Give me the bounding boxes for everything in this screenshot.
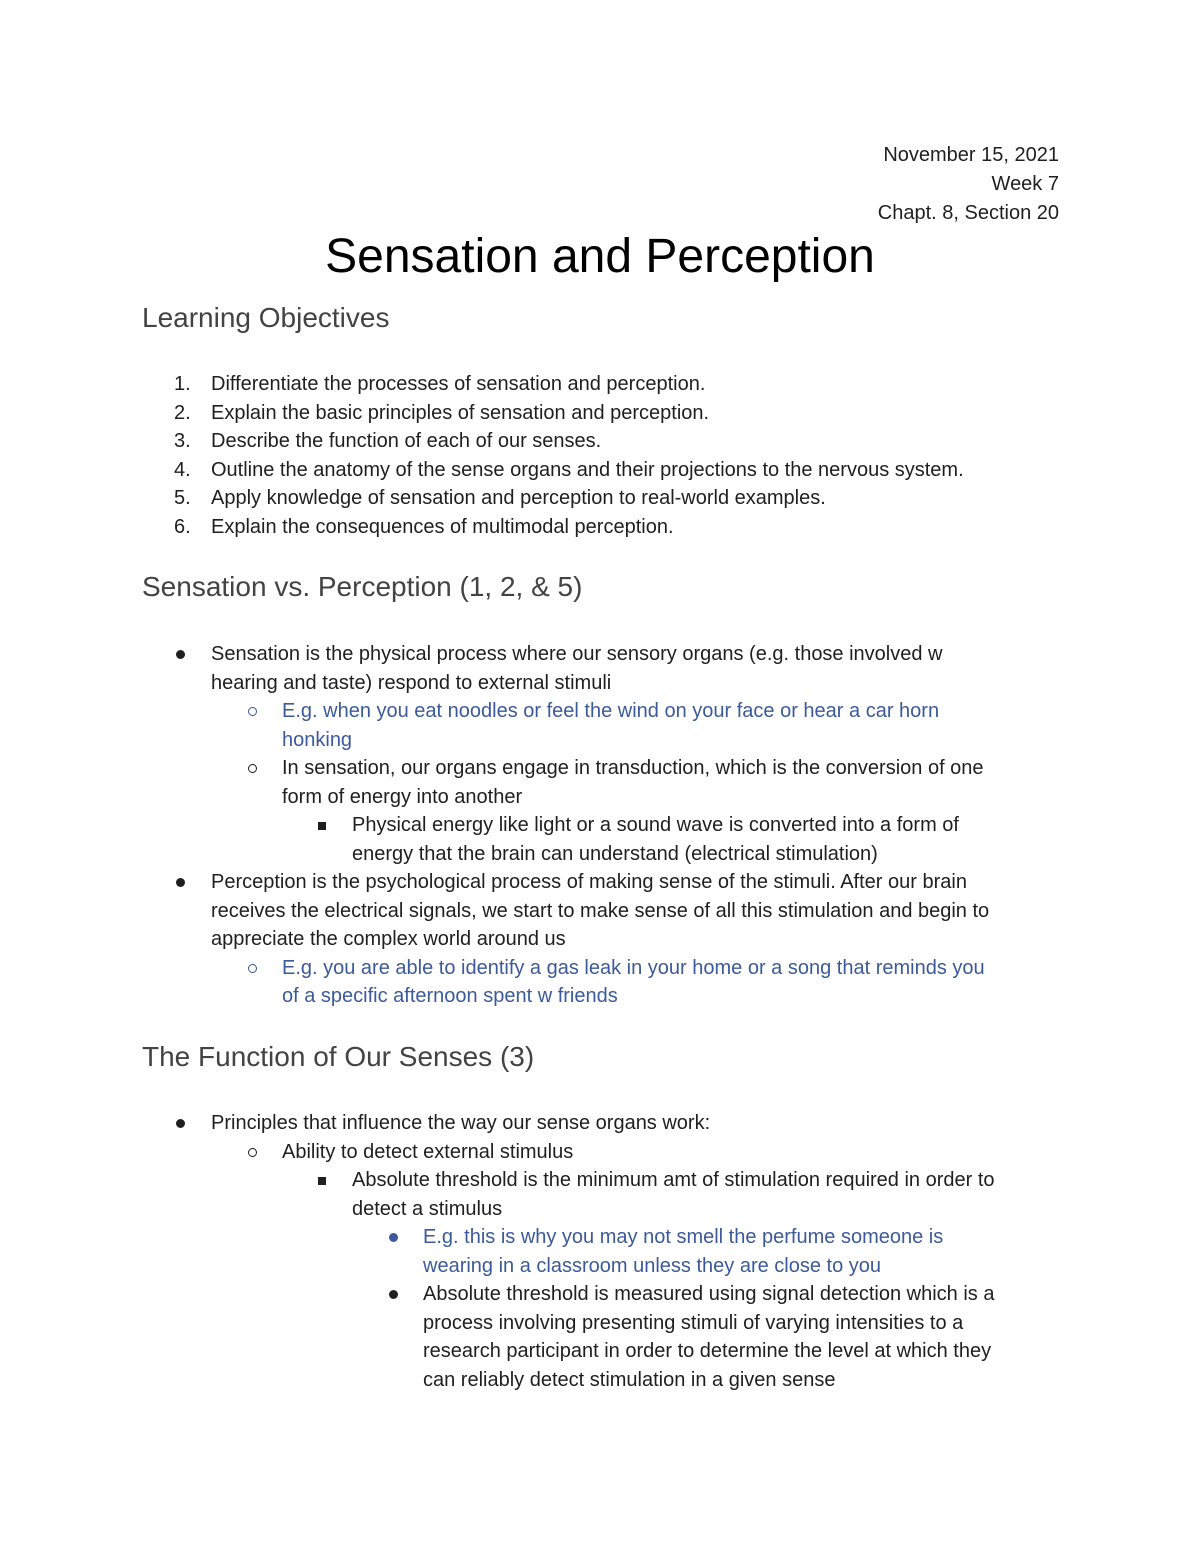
- chapter-line: Chapt. 8, Section 20: [877, 202, 1059, 224]
- list-item: 1. Differentiate the processes of sensation and perception.: [174, 373, 706, 395]
- list-item-continuation: wearing in a classroom unless they are close to you: [423, 1254, 882, 1277]
- list-item: E.g. when you eat noodles or feel the wind on your face or hear a car horn: [0, 697, 989, 726]
- function-of-senses-list: [0, 1109, 995, 1394]
- list-item-continuation: appreciate the complex world around us: [211, 928, 566, 950]
- sensation-vs-perception-heading: Sensation vs. Perception (1, 2, & 5): [142, 571, 583, 602]
- list-item-continuation: detect a stimulus: [352, 1197, 503, 1220]
- list-item: Perception is the psychological process of making sense of the stimuli. After our brain: [0, 868, 989, 897]
- list-item: Absolute threshold is the minimum amt of stimulation required in order to: [0, 1166, 995, 1195]
- document-title: Sensation and Perception: [325, 230, 875, 283]
- function-of-senses-heading: The Function of Our Senses (3): [142, 1041, 535, 1072]
- list-item-continuation: form of energy into another: [282, 785, 523, 808]
- list-item: 5. Apply knowledge of sensation and perception to real-world examples.: [174, 487, 826, 509]
- week-line: Week 7: [991, 173, 1059, 195]
- list-item: Sensation is the physical process where our sensory organs (e.g. those involved w: [0, 640, 989, 669]
- list-item-continuation: receives the electrical signals, we start to make sense of all this stimulation and begin to: [211, 899, 990, 922]
- list-item-continuation: honking: [282, 728, 353, 751]
- list-item-continuation: process involving presenting stimuli of varying intensities to a: [423, 1311, 964, 1334]
- list-item: 4. Outline the anatomy of the sense organs and their projections to the nervous system.: [174, 458, 964, 481]
- date-line: November 15, 2021: [883, 144, 1059, 166]
- sensation-vs-perception-list: [0, 640, 989, 1011]
- list-item: Principles that influence the way our sense organs work:: [0, 1109, 995, 1138]
- learning-objectives-heading: Learning Objectives: [142, 302, 390, 333]
- list-item: E.g. this is why you may not smell the perfume someone is: [0, 1223, 995, 1252]
- list-item-continuation: research participant in order to determine the level at which they: [423, 1340, 992, 1362]
- document-meta: [878, 141, 1059, 228]
- list-item: 2. Explain the basic principles of sensation and perception.: [174, 401, 710, 424]
- list-item: 3. Describe the function of each of our senses.: [174, 430, 602, 452]
- list-item: Physical energy like light or a sound wave is converted into a form of: [0, 811, 989, 840]
- list-item: In sensation, our organs engage in transduction, which is the conversion of one: [0, 754, 989, 783]
- list-item: Absolute threshold is measured using signal detection which is a: [0, 1280, 995, 1309]
- list-item-continuation: energy that the brain can understand (electrical stimulation): [352, 842, 878, 865]
- list-item: E.g. you are able to identify a gas leak in your home or a song that reminds you: [0, 954, 989, 983]
- list-item: 6. Explain the consequences of multimodal perception.: [174, 515, 674, 538]
- list-item-continuation: can reliably detect stimulation in a given sense: [423, 1368, 836, 1391]
- list-item-continuation: of a specific afternoon spent w friends: [282, 985, 618, 1007]
- objectives-list: [0, 370, 964, 541]
- list-item-continuation: hearing and taste) respond to external stimuli: [211, 671, 612, 694]
- list-item: Ability to detect external stimulus: [0, 1138, 995, 1167]
